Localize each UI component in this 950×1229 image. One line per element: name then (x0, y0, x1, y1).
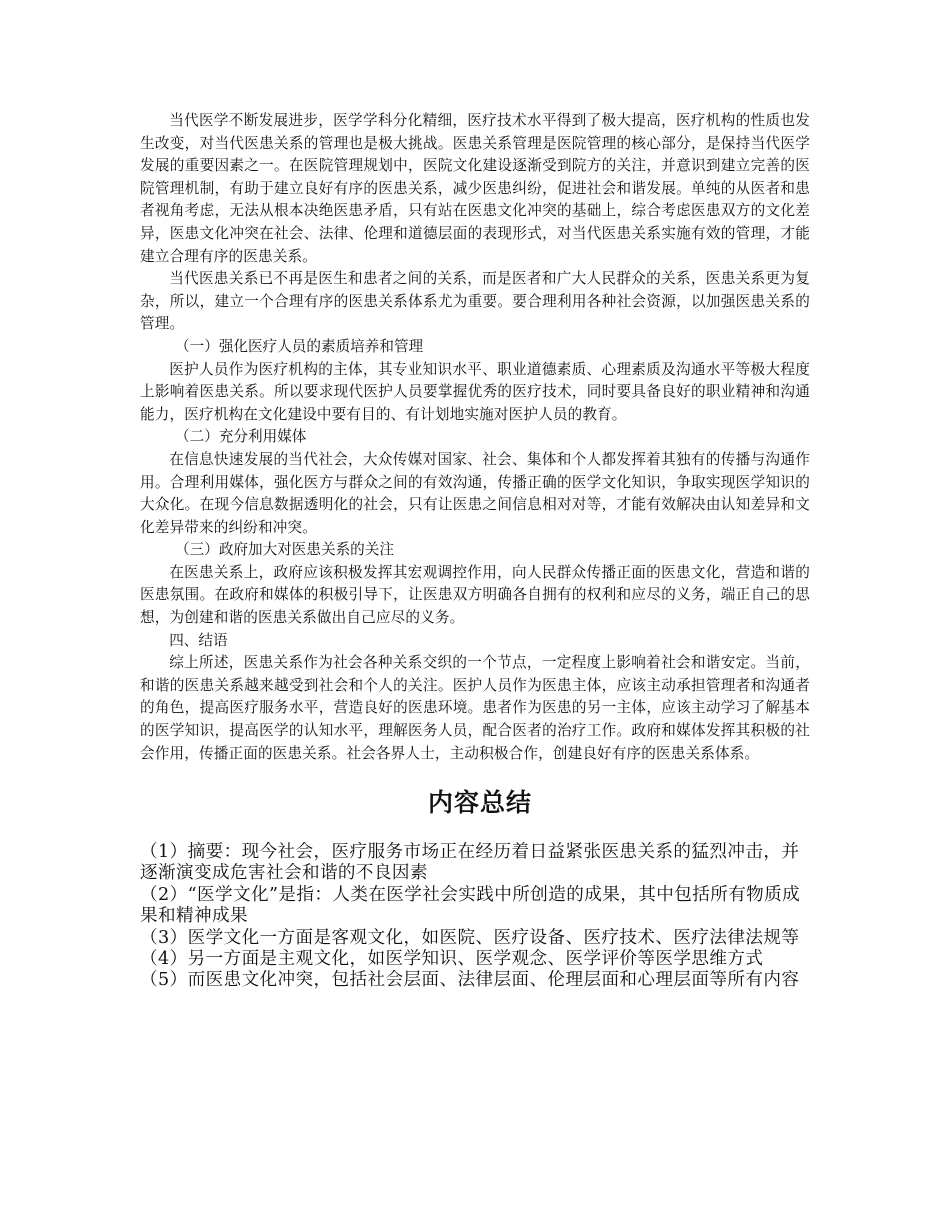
paragraph-conclusion: 综上所述，医患关系作为社会各种关系交织的一个节点，一定程度上影响着社会和谐安定。当前，和谐的医患关系越来越受到社会和个人的关注。医护人员作为医患主体，应该主动承担管理者和沟通者的角色，提高医疗服务水平，营造良好的医患环境。患者作为医患的另一主体，应该主动学习了解基本的医学知识，提高医学的认知水平，理解医务人员，配合医者的治疗工作。政府和媒体发挥其积极的社会作用，传播正面的医患关系。社会各界人士，主动积极合作，创建良好有序的医患关系体系。 (140, 654, 810, 762)
paragraph-relationship: 当代医患关系已不再是医生和患者之间的关系，而是医者和广大人民群众的关系，医患关系更为复杂，所以，建立一个合理有序的医患关系体系尤为重要。要合理利用各种社会资源，以加强医患关系的管理。 (140, 270, 810, 333)
section-heading-conclusion: 四、结语 (169, 631, 228, 649)
paragraph-intro: 当代医学不断发展进步，医学学科分化精细，医疗技术水平得到了极大提高，医疗机构的性质也发生改变，对当代医患关系的管理也是极大挑战。医患关系管理是医院管理的核心部分，是保持当代医学发展的重要因素之一。在医院管理规划中，医院文化建设逐渐受到院方的关注，并意识到建立完善的医院管理机制，有助于建立良好有序的医患关系，减少医患纠纷，促进社会和谐发展。单纯的从医者和患者视角考虑，无法从根本决绝医患矛盾，只有站在医患文化冲突的基础上，综合考虑医患双方的文化差异，医患文化冲突在社会、法律、伦理和道德层面的表现形式，对当代医患关系实施有效的管理，才能建立合理有序的医患关系。 (140, 112, 810, 265)
summary-title: 内容总结 (427, 788, 532, 817)
summary-item: （3）医学文化一方面是客观文化，如医院、医疗设备、医疗技术、医疗法律法规等 (140, 927, 800, 948)
article-body (140, 110, 810, 765)
paragraph-government: 在医患关系上，政府应该积极发挥其宏观调控作用，向人民群众传播正面的医患文化，营造和谐的医患氛围。在政府和媒体的积极引导下，让医患双方明确各自拥有的权利和应尽的义务，端正自己的思想，为创建和谐的医患关系做出自己应尽的义务。 (140, 563, 810, 627)
section-heading-staff-training: （一）强化医疗人员的素质培养和管理 (175, 337, 424, 355)
paragraph-media: 在信息快速发展的当代社会，大众传媒对国家、社会、集体和个人都发挥着其独有的传播与沟通作用。合理利用媒体，强化医方与群众之间的有效沟通，传播正确的医学文化知识，争取实现医学知识的大众化。在现今信息数据透明化的社会，只有让医患之间信息相对对等，才能有效解决由认知差异和文化差异带来的纠纷和冲突。 (140, 450, 810, 536)
section-heading-media: （二）充分利用媒体 (175, 428, 307, 446)
summary-item: （1）摘要：现今社会，医疗服务市场正在经历着日益紧张医患关系的猛烈冲击，并逐渐演变成危害社会和谐的不良因素 (140, 842, 800, 884)
paragraph-staff-training: 医护人员作为医疗机构的主体，其专业知识水平、职业道德素质、心理素质及沟通水平等极大程度上影响着医患关系。所以要求现代医护人员要掌握优秀的医疗技术，同时要具备良好的职业精神和沟通能力，医疗机构在文化建设中要有目的、有计划地实施对医护人员的教育。 (140, 360, 810, 423)
summary-item: （2）“医学文化”是指：人类在医学社会实践中所创造的成果，其中包括所有物质成果和精神成果 (140, 884, 801, 927)
summary-item: （5）而医患文化冲突，包括社会层面、法律层面、伦理层面和心理层面等所有内容 (140, 970, 800, 991)
section-heading-government: （三）政府加大对医患关系的关注 (175, 541, 394, 559)
content-summary (140, 788, 810, 992)
summary-item: （4）另一方面是主观文化，如医学知识、医学观念、医学评价等医学思维方式 (140, 949, 764, 970)
